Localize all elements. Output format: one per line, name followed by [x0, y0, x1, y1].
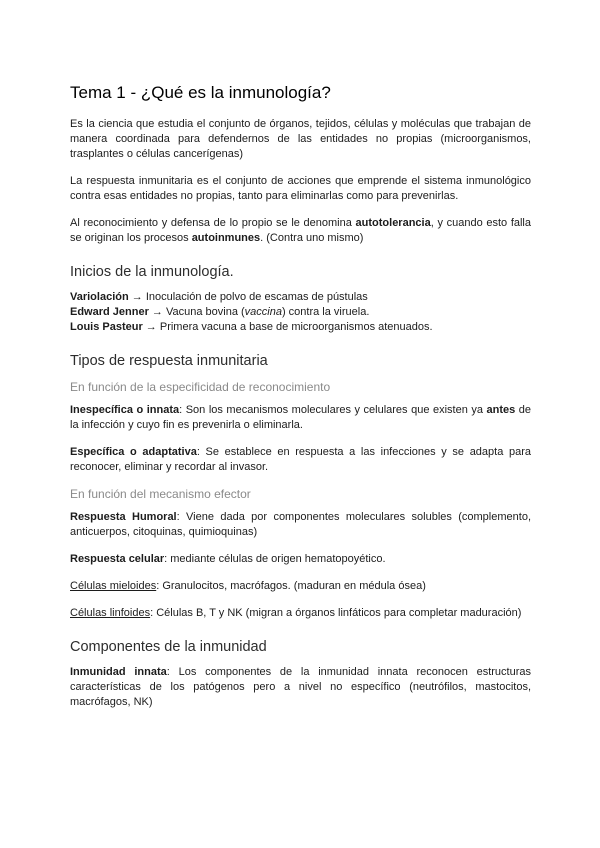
text-run: : Son los mecanismos moleculares y celulares que existen ya: [179, 404, 487, 416]
text-run: : Granulocitos, macrófagos. (maduran en médula ósea): [156, 580, 426, 592]
subheading-especificidad: En función de la especificidad de reconocimiento: [70, 380, 331, 394]
bold-term-autoinmunes: autoinmunes: [191, 232, 261, 244]
list-item-jenner: [70, 305, 531, 320]
bold-term: Variolación: [70, 291, 129, 303]
paragraph-respuesta-humoral: [70, 510, 531, 540]
italic-term-vaccina: vaccina: [244, 306, 282, 318]
text-run: : Se establece en respuesta a las infecciones y se adapta para reconocer, eliminar y recordar al invasor.: [70, 446, 531, 473]
bold-term: Respuesta Humoral: [70, 511, 177, 523]
list-item-pasteur: [70, 320, 531, 335]
list-item-variolacion: [70, 290, 531, 305]
text-run: Al reconocimiento y defensa de lo propio se le denomina: [70, 217, 356, 229]
paragraph-respuesta-celular: [70, 552, 531, 567]
intro-paragraph-2: La respuesta inmunitaria es el conjunto de acciones que emprende el sistema inmunológico contra esas entidades no propias, tanto para eliminarlas como para prevenirlas.: [70, 175, 531, 202]
paragraph-celulas-linfoides: [70, 606, 531, 621]
underlined-term: Células mieloides: [70, 580, 157, 592]
intro-paragraph-1: Es la ciencia que estudia el conjunto de órganos, tejidos, células y moléculas que trabajan de manera coordinada para defendernos de las entidades no propias (microorganismos, trasplantes o células cancerígenas): [70, 118, 531, 160]
bold-term-autotolerancia: autotolerancia: [355, 217, 431, 229]
bold-term-antes: antes: [486, 404, 516, 416]
paragraph-celulas-mieloides: [70, 579, 531, 594]
document-title: Tema 1 - ¿Qué es la inmunología?: [70, 83, 331, 102]
text-run: ) contra la viruela.: [281, 306, 370, 318]
section-heading-inicios: Inicios de la inmunología.: [70, 264, 234, 280]
text-run: . (Contra uno mismo): [260, 232, 364, 244]
text-run: : mediante células de origen hematopoyético.: [164, 553, 386, 565]
text-run: : Los componentes de la inmunidad innata reconocen estructuras características de los patógenos pero a nivel no específico (neutrófilos, mastocitos, macrófagos, NK): [70, 666, 531, 708]
paragraph-inmunidad-innata: [70, 665, 531, 710]
bold-term: Específica o adaptativa: [70, 446, 197, 458]
bold-term: Edward Jenner: [70, 306, 149, 318]
inicios-list: [70, 290, 531, 335]
text-run: : Células B, T y NK (migran a órganos linfáticos para completar maduración): [150, 607, 522, 619]
paragraph-inespecifica-innata: [70, 403, 531, 433]
bold-term: Respuesta celular: [70, 553, 165, 565]
text-run: de la infección y cuyo fin es prevenirla o eliminarla.: [70, 404, 531, 431]
underlined-term: Células linfoides: [70, 607, 151, 619]
text-run: , y cuando esto falla se originan los procesos: [70, 217, 531, 244]
text-run: → Primera vacuna a base de microorganismos atenuados.: [142, 321, 433, 333]
section-heading-tipos: Tipos de respuesta inmunitaria: [70, 353, 268, 369]
bold-term: Inmunidad innata: [70, 666, 167, 678]
subheading-mecanismo-efector: En función del mecanismo efector: [70, 487, 251, 501]
bold-term: Inespecífica o innata: [70, 404, 180, 416]
paragraph-especifica-adaptativa: [70, 445, 531, 475]
text-run: → Inoculación de polvo de escamas de pústulas: [128, 291, 368, 303]
text-run: → Vacuna bovina (: [148, 306, 245, 318]
section-heading-componentes: Componentes de la inmunidad: [70, 639, 267, 655]
bold-term: Louis Pasteur: [70, 321, 143, 333]
intro-paragraph-3: [70, 216, 531, 246]
text-run: : Viene dada por componentes moleculares solubles (complemento, anticuerpos, citoquinas, quimioquinas): [70, 511, 531, 538]
